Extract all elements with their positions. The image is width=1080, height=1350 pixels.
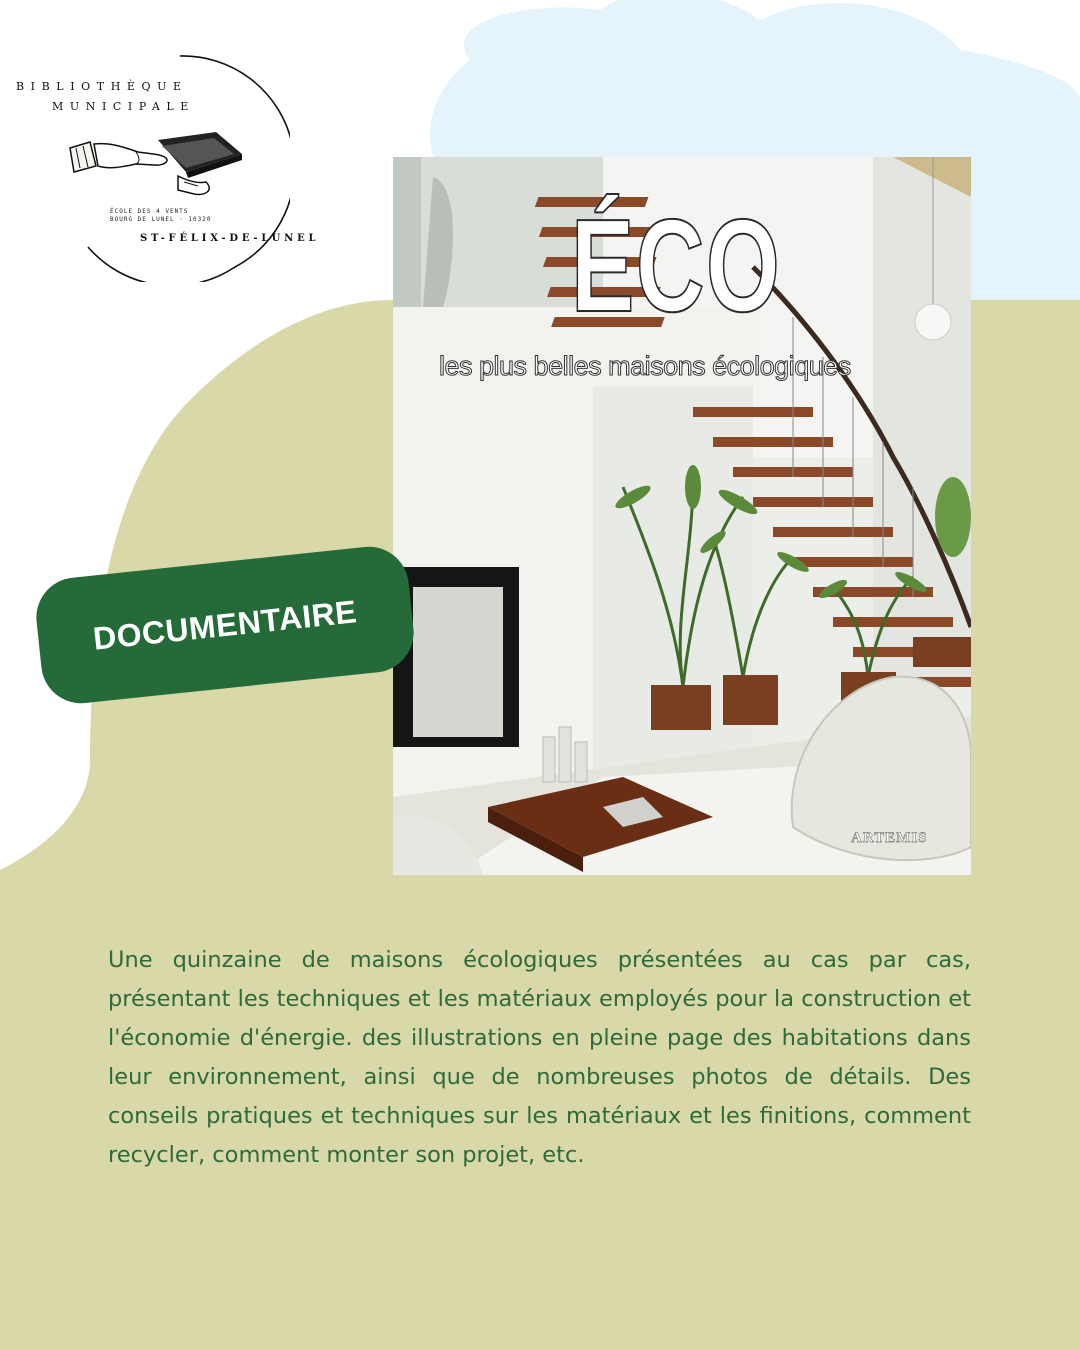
logo-title-line1: BIBLIOTHÈQUE [16,80,188,93]
book-title: ÉCO [571,192,782,339]
book-subtitle: les plus belles maisons écologiques [439,351,851,381]
logo-city: ST-FÉLIX-DE-LUNEL [140,233,320,244]
book-publisher-logo: ARTEMIS [851,830,928,846]
book-cover [393,157,971,875]
logo-address [110,208,211,224]
hand-holding-book-icon [66,132,246,207]
book-description: Une quinzaine de maisons écologiques présentées au cas par cas, présentant les techniques et les matériaux employés pour la construction et l'économie d'énergie. des illustrations en pleine page des habitations dans leur environnement, ainsi que de nombreuses photos de détails. Des conseils pratiques et techniques sur les matériaux et les finitions, comment recycler, comment monter son projet, etc. [108,947,971,1168]
logo-title-line2: MUNICIPALE [52,100,195,113]
category-badge-label: DOCUMENTAIRE [91,592,359,657]
logo-address-line2: BOURG DE LUNEL · 10320 [110,216,212,223]
logo-address-line1: ÉCOLE DES 4 VENTS [110,208,189,215]
